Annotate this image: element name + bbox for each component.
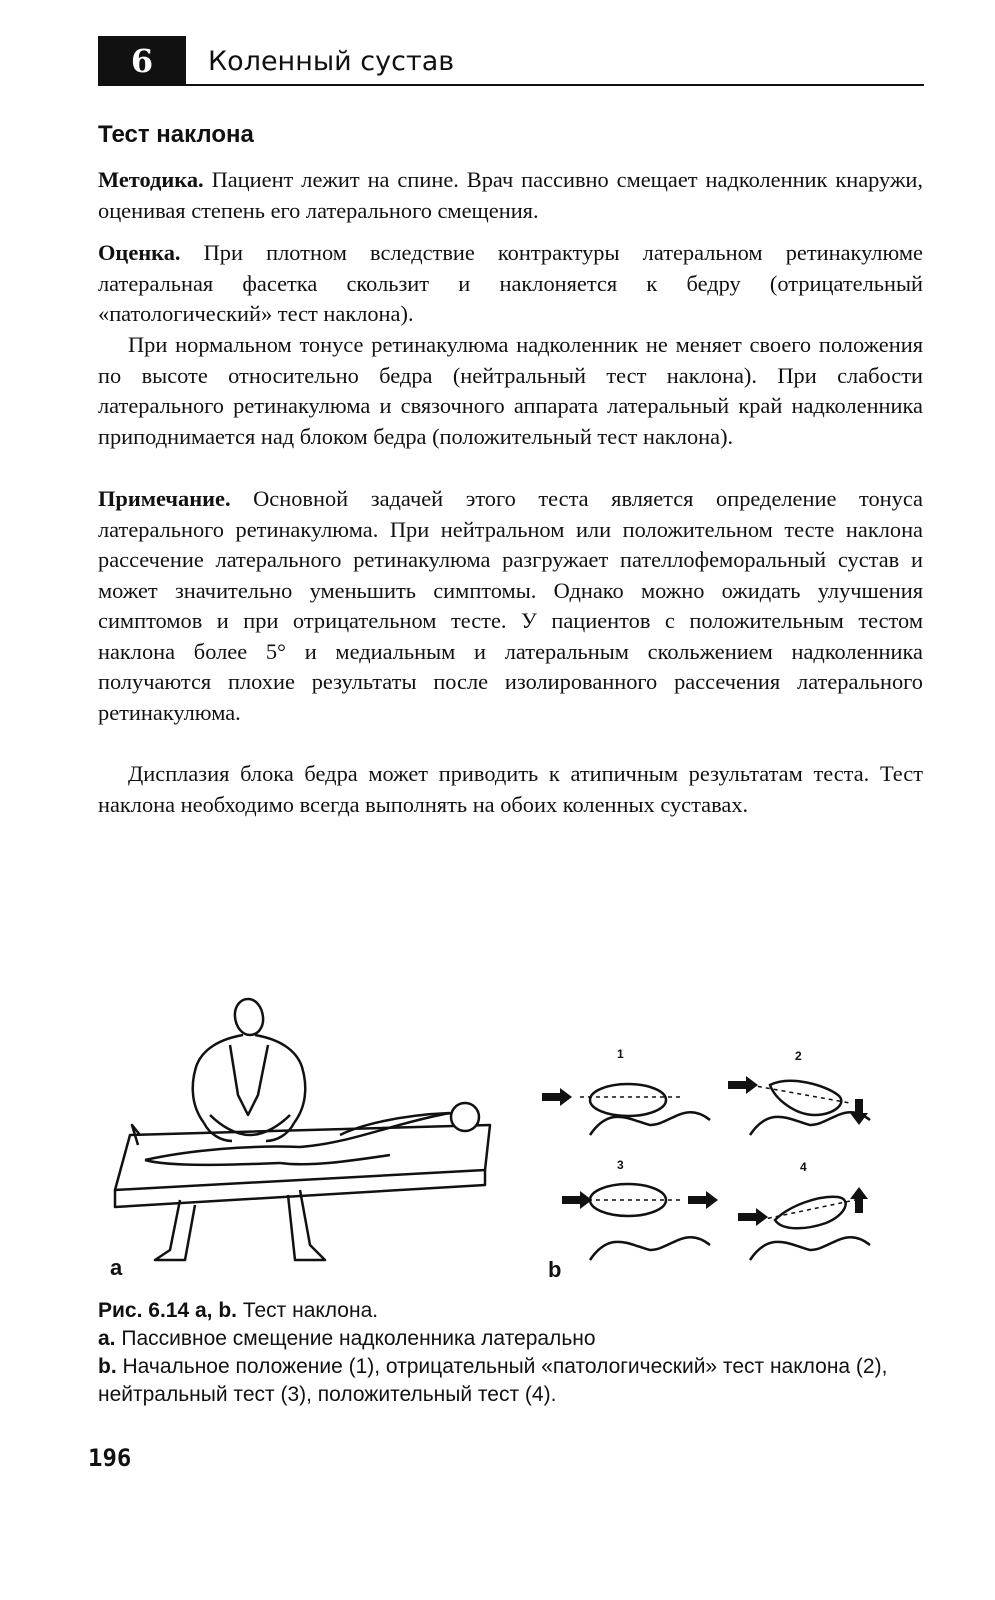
caption-line-b-text: Начальное положение (1), отрицательный «патологический» тест наклона (2), нейтральный тест (3), положительный тест (4). <box>98 1355 888 1406</box>
paragraph-method <box>98 165 923 226</box>
caption-line-a-text: Пассивное смещение надколенника латерально <box>115 1327 596 1350</box>
running-header <box>98 36 924 88</box>
paragraph-lead: Примечание. <box>98 486 231 511</box>
panel-number-1: 1 <box>617 1047 624 1061</box>
paragraph-note <box>98 484 923 728</box>
paragraph-normal-tone <box>98 330 923 452</box>
chapter-number-box <box>98 36 186 86</box>
paragraph-text: При плотном вследствие контрактуры латеральном ретинакулюме латеральная фасетка скользит и наклоняется к бедру (отрицательный «патологический» тест наклона). <box>98 240 923 326</box>
caption-line-b-bold: b. <box>98 1355 117 1378</box>
caption-title-bold: Рис. 6.14 a, b. <box>98 1299 237 1322</box>
chapter-title: Коленный сустав <box>208 46 455 77</box>
paragraph-lead: Методика. <box>98 167 204 192</box>
caption-line-b <box>98 1353 918 1409</box>
paragraph-text: Дисплазия блока бедра может приводить к атипичным результатам теста. Тест наклона необходимо всегда выполнять на обоих коленных суставах. <box>98 761 923 817</box>
exam-table-illustration <box>115 999 490 1260</box>
figure-label-a: a <box>110 1255 123 1280</box>
paragraph-evaluation <box>98 238 923 330</box>
paragraph-text: При нормальном тонусе ретинакулюма надколенник не меняет своего положения по высоте относительно бедра (нейтральный тест наклона). При слабости латерального ретинакулюма и связочного аппарата латеральный край надколенника приподнимается над блоком бедра (положительный тест наклона). <box>98 332 923 449</box>
paragraph-text: Основной задачей этого теста является определение тонуса латерального ретинакулюма. При нейтральном или положительном тесте наклона рассечение латерального ретинакулюма разгружает пателлофеморальный сустав и может значительно уменьшить симптомы. Однако можно ожидать улучшения симптомов и при отрицательном тесте. У пациентов с положительным тестом наклона более 5° и медиальным и латеральным скольжением надколенника получаются плохие результаты после изолированного рассечения латерального ретинакулюма. <box>98 486 923 725</box>
panel-number-3: 3 <box>617 1158 624 1172</box>
patella-diagrams <box>542 1076 870 1260</box>
figure-caption <box>98 1297 918 1409</box>
section-title: Тест наклона <box>98 121 254 148</box>
patella-diagram-1 <box>542 1084 710 1135</box>
paragraph-dysplasia <box>98 759 923 820</box>
paragraph-text: Пациент лежит на спине. Врач пассивно смещает надколенник кнаружи, оценивая степень его латерального смещения. <box>98 167 923 223</box>
caption-line-a <box>98 1325 918 1353</box>
patella-diagram-2 <box>728 1076 870 1135</box>
panel-number-4: 4 <box>800 1160 807 1174</box>
header-rule <box>186 84 924 86</box>
panel-number-2: 2 <box>795 1049 802 1063</box>
caption-line-a-bold: a. <box>98 1327 116 1350</box>
chapter-number: 6 <box>130 42 154 80</box>
caption-title-text: Тест наклона. <box>236 1299 379 1322</box>
paragraph-lead: Оценка. <box>98 240 181 265</box>
caption-title <box>98 1297 918 1325</box>
patella-diagram-3 <box>562 1184 718 1260</box>
figure-6-14 <box>110 975 890 1295</box>
figure-illustration <box>110 975 890 1295</box>
page-number: 196 <box>88 1444 132 1472</box>
figure-label-b: b <box>548 1257 562 1282</box>
patella-diagram-4 <box>738 1187 870 1260</box>
